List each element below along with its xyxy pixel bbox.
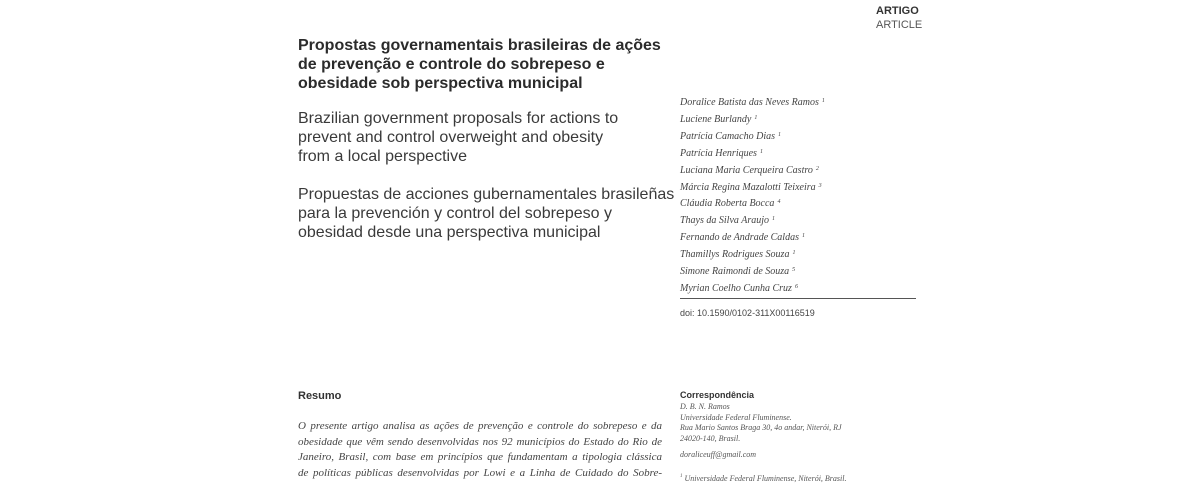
- author: [680, 179, 920, 196]
- title-english: [298, 109, 678, 166]
- author-affiliation: 1: [759, 148, 763, 155]
- author-name: Luciana Maria Cerqueira Castro: [680, 164, 813, 176]
- author: [680, 263, 920, 280]
- author-affiliation: 1: [792, 250, 796, 257]
- title-portuguese: [298, 36, 678, 93]
- author-name: Simone Raimondi de Souza: [680, 266, 790, 278]
- title-line: Brazilian government proposals for actions to: [298, 110, 619, 127]
- article-type-en: ARTICLE: [876, 19, 923, 31]
- author: [680, 229, 920, 246]
- article-type-label: [876, 4, 922, 32]
- title-line: Propuestas de acciones gubernamentales brasileñas: [298, 186, 675, 203]
- author-affiliation: 2: [815, 165, 819, 172]
- author-name: Patrícia Henriques: [680, 147, 757, 159]
- correspondence-email[interactable]: doraliceuff@gmail.com: [680, 450, 757, 460]
- author-affiliation: 3: [818, 182, 822, 189]
- title-line: para la prevención y control del sobrepeso y: [298, 205, 612, 222]
- title-line: de prevenção e controle do sobrepeso e: [298, 56, 605, 73]
- abstract-line: Janeiro, Brasil, com base em princípios que fundamentam a tipologia clássica: [298, 451, 662, 463]
- correspondence-heading: Correspondência: [680, 390, 755, 400]
- author-list: [680, 94, 920, 297]
- title-spanish: [298, 185, 678, 242]
- author: [680, 212, 920, 229]
- author-name: Thays da Silva Araujo: [680, 215, 769, 227]
- author-name: Thamillys Rodrigues Souza: [680, 249, 790, 261]
- author: [680, 94, 920, 111]
- author-affiliation: 5: [792, 267, 796, 274]
- correspondence-line: Rua Mario Santos Braga 30, 4o andar, Niterói, RJ: [680, 423, 842, 433]
- correspondence-line: D. B. N. Ramos: [680, 402, 730, 411]
- doi-link[interactable]: doi: 10.1590/0102-311X00116519: [680, 308, 815, 318]
- author-affiliation: 1: [821, 98, 825, 104]
- author: [680, 280, 920, 297]
- author-name: Márcia Regina Mazalotti Teixeira: [680, 181, 816, 193]
- author-name: Cláudia Roberta Bocca: [680, 198, 775, 210]
- affiliation-text: Universidade Federal Fluminense, Niterói, Brasil.: [684, 474, 847, 483]
- author: [680, 246, 920, 263]
- divider: [680, 298, 916, 299]
- author-affiliation: 1: [778, 131, 781, 138]
- author-name: Doralice Batista das Neves Ramos: [680, 97, 819, 108]
- author-affiliation: 1: [801, 233, 805, 240]
- author-name: Luciene Burlandy: [680, 113, 752, 125]
- abstract-body: [298, 419, 662, 481]
- author: [680, 162, 920, 179]
- title-line: from a local perspective: [298, 148, 467, 165]
- article-type-pt: ARTIGO: [876, 5, 919, 17]
- author: [680, 195, 920, 212]
- title-line: Propostas governamentais brasileiras de ações: [298, 37, 661, 54]
- correspondence-line: 24020-140, Brasil.: [680, 433, 741, 443]
- title-line: prevent and control overweight and obesity: [298, 129, 604, 146]
- author-name: Patrícia Camacho Dias: [680, 130, 775, 142]
- abstract-heading: Resumo: [298, 390, 342, 402]
- abstract-line: O presente artigo analisa as ações de prevenção e controle do sobrepeso e da: [298, 420, 662, 432]
- affiliation-number: 1: [680, 474, 683, 480]
- author-affiliation: 6: [794, 283, 798, 290]
- author: [680, 145, 920, 162]
- title-line: obesidad desde una perspectiva municipal: [298, 224, 601, 241]
- title-line: obesidade sob perspectiva municipal: [298, 75, 583, 92]
- affiliation-note: [680, 474, 846, 483]
- author-affiliation: 1: [771, 216, 775, 223]
- abstract-line: de políticas públicas desenvolvidas por Lowi e a Linha de Cuidado do Sobre-: [298, 466, 662, 479]
- correspondence-block: [680, 402, 920, 461]
- author: [680, 111, 920, 128]
- author-affiliation: 4: [777, 199, 781, 206]
- abstract-line: obesidade que vêm sendo desenvolvidas nos 92 municípios do Estado do Rio de: [298, 435, 662, 448]
- author: [680, 128, 920, 145]
- author-name: Myrian Coelho Cunha Cruz: [680, 282, 792, 294]
- author-affiliation: 1: [754, 114, 758, 121]
- author-name: Fernando de Andrade Caldas: [680, 232, 799, 244]
- correspondence-line: Universidade Federal Fluminense.: [680, 412, 792, 422]
